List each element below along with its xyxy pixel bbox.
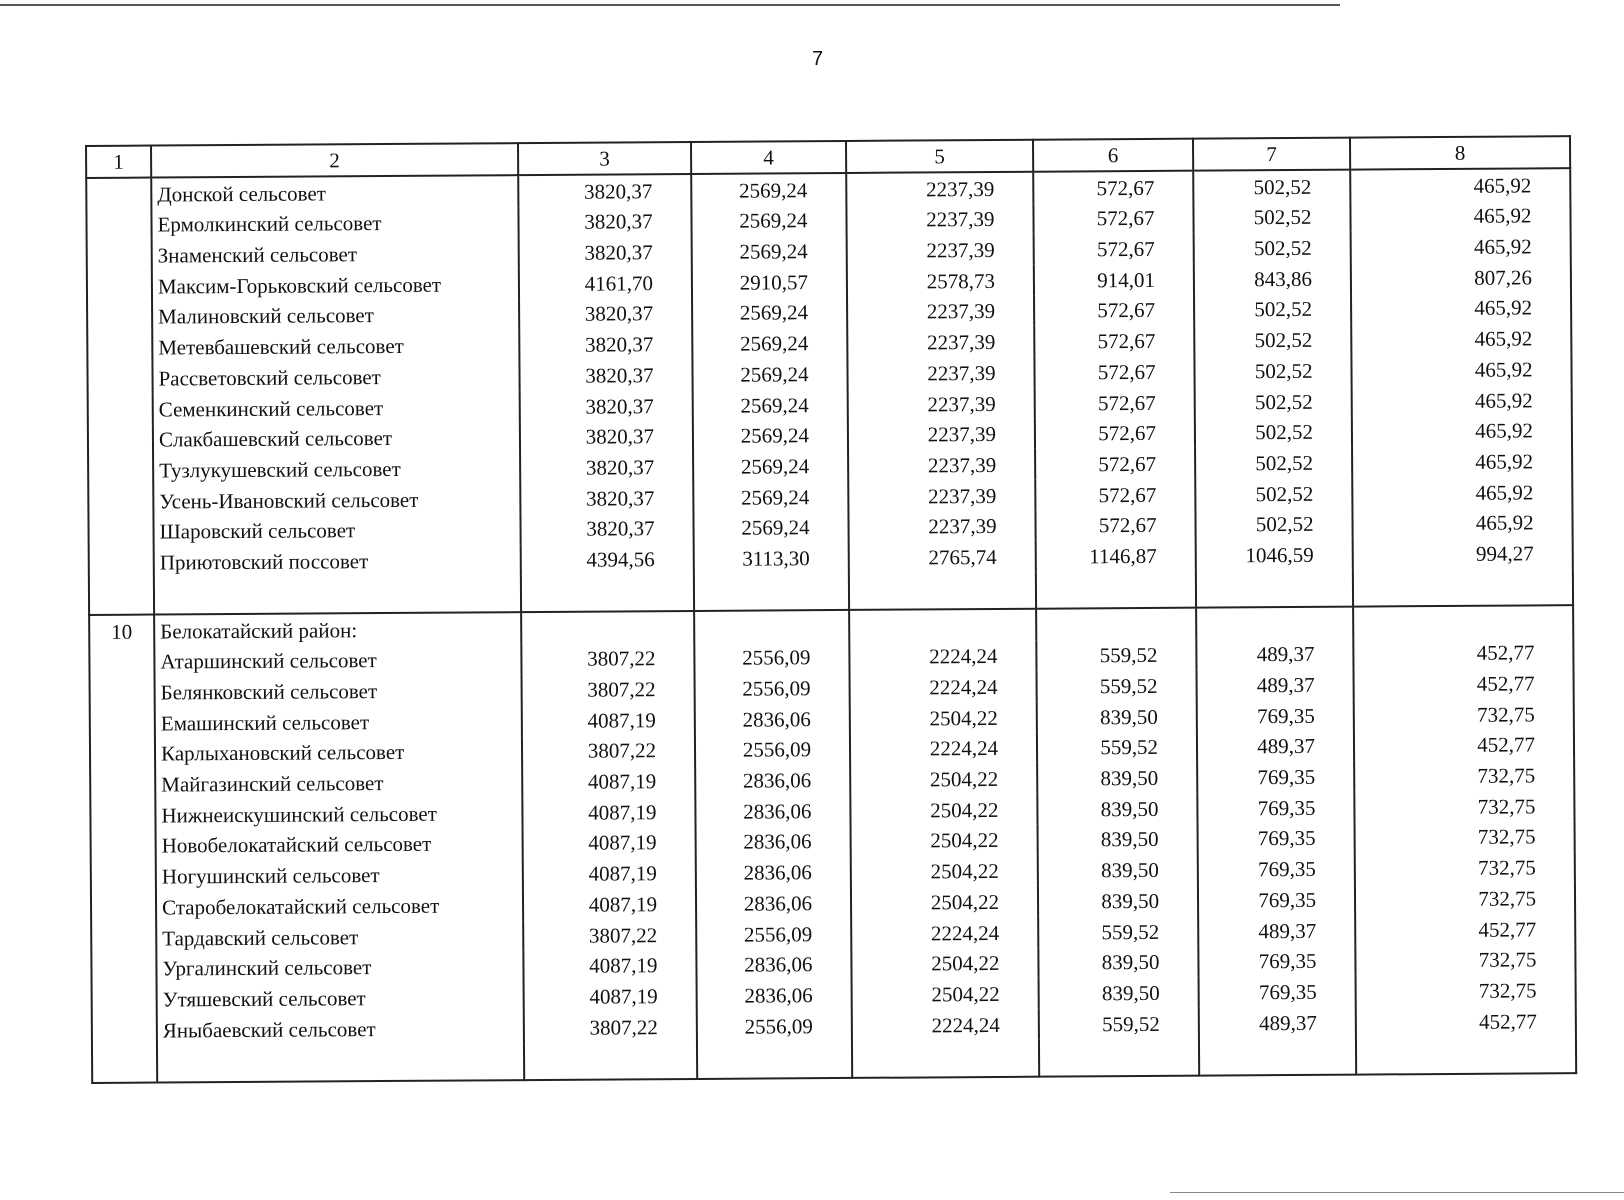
table-section-1: [86, 168, 1573, 615]
value-col-7: 502,52: [1195, 477, 1352, 509]
value-col-4: 2569,24: [692, 297, 847, 329]
settlement-name: Утяшевский сельсовет: [157, 981, 524, 1014]
empty-cell: [157, 1043, 524, 1082]
value-col-5: 2224,24: [849, 640, 1036, 672]
value-col-8: 465,92: [1351, 353, 1571, 385]
value-col-8: 465,92: [1352, 384, 1572, 416]
row-index-cell: [89, 547, 154, 578]
settlement-name: Ногушинский сельсовет: [156, 859, 523, 892]
settlement-name: Тардавский сельсовет: [156, 920, 523, 953]
value-col-4: 2836,06: [697, 979, 852, 1011]
settlement-name: Донской сельсовет: [151, 175, 518, 209]
value-col-6: 559,52: [1037, 670, 1197, 702]
value-col-7: 502,52: [1194, 293, 1351, 325]
settlement-name: Емашинский сельсовет: [155, 705, 522, 738]
empty-cell: [1356, 1036, 1576, 1074]
value-col-5: 2224,24: [850, 732, 1037, 764]
value-col-3: 3807,22: [524, 1011, 697, 1043]
value-col-3: 4087,19: [523, 857, 696, 889]
value-col-7: 769,35: [1197, 761, 1354, 793]
value-col-6: 839,50: [1038, 854, 1198, 886]
row-index-cell: [90, 677, 155, 708]
value-col-4: 2569,24: [692, 358, 847, 390]
row-index-cell: [88, 485, 153, 516]
bottom-border-line: [1170, 1192, 1624, 1193]
value-col-7: 769,35: [1198, 884, 1355, 916]
settlement-name: Рассветовский сельсовет: [152, 360, 519, 393]
empty-cell: [521, 611, 694, 644]
value-col-6: 559,52: [1037, 731, 1197, 763]
value-col-8: 732,75: [1355, 944, 1575, 976]
settlement-name: Максим-Горьковский сельсовет: [152, 268, 519, 301]
value-col-5: 2504,22: [851, 947, 1038, 979]
value-col-6: 572,67: [1034, 294, 1194, 326]
value-col-4: 2836,06: [696, 887, 851, 919]
empty-cell: [849, 572, 1036, 610]
value-col-4: 2569,24: [693, 512, 848, 544]
empty-cell: [524, 1042, 697, 1080]
value-col-3: 3820,37: [520, 482, 693, 514]
value-col-6: 559,52: [1038, 915, 1198, 947]
value-col-7: 489,37: [1197, 730, 1354, 762]
value-col-5: 2237,39: [847, 357, 1034, 389]
settlement-name: Майгазинский сельсовет: [155, 766, 522, 799]
value-col-7: 843,86: [1194, 263, 1351, 295]
row-index-cell: [92, 1014, 157, 1045]
value-col-8: 452,77: [1354, 667, 1574, 699]
value-col-5: 2504,22: [850, 702, 1037, 734]
value-col-5: 2224,24: [850, 671, 1037, 703]
value-col-6: 839,50: [1037, 793, 1197, 825]
row-index-cell: [90, 769, 155, 800]
value-col-3: 3820,37: [519, 298, 692, 330]
value-col-6: 839,50: [1038, 946, 1198, 978]
value-col-7: 489,37: [1198, 914, 1355, 946]
value-col-3: 4087,19: [523, 888, 696, 920]
value-col-5: 2237,39: [848, 388, 1035, 420]
value-col-6: 559,52: [1039, 1008, 1199, 1040]
value-col-5: 2224,24: [852, 1009, 1039, 1041]
value-col-8: 465,92: [1352, 445, 1572, 477]
row-index-cell: [87, 332, 152, 363]
value-col-8: 732,75: [1355, 821, 1575, 853]
value-col-4: 2556,09: [696, 918, 851, 950]
value-col-3: 4087,19: [522, 796, 695, 828]
value-col-4: 2569,24: [692, 235, 847, 267]
value-col-8: 732,75: [1354, 760, 1574, 792]
value-col-5: 2237,39: [848, 449, 1035, 481]
empty-cell: [154, 575, 521, 614]
row-index-cell: [91, 830, 156, 861]
value-col-6: 572,67: [1034, 233, 1194, 265]
header-col-3: 3: [518, 142, 691, 175]
value-col-4: 2836,06: [696, 856, 851, 888]
value-col-3: 3820,37: [519, 236, 692, 268]
settlement-name: Шаровский сельсовет: [153, 514, 520, 547]
row-index-cell: [90, 800, 155, 831]
value-col-5: 2237,39: [847, 295, 1034, 327]
row-index-cell: [88, 516, 153, 547]
value-col-5: 2504,22: [851, 824, 1038, 856]
value-col-6: 839,50: [1038, 885, 1198, 917]
value-col-3: 3807,22: [522, 735, 695, 767]
value-col-8: 465,92: [1350, 168, 1570, 201]
value-col-5: 2504,22: [852, 978, 1039, 1010]
section-index: 10: [89, 614, 154, 646]
value-col-3: 4087,19: [523, 827, 696, 859]
value-col-5: 2237,39: [847, 234, 1034, 266]
top-border-line: [0, 4, 1340, 6]
value-col-5: 2504,22: [851, 886, 1038, 918]
value-col-6: 839,50: [1039, 977, 1199, 1009]
value-col-7: 1046,59: [1196, 539, 1353, 571]
empty-cell: [849, 609, 1036, 642]
value-col-3: 3807,22: [521, 643, 694, 675]
settlement-name: Ермолкинский сельсовет: [151, 207, 518, 240]
value-col-6: 572,67: [1035, 386, 1195, 418]
settlement-name: Малиновский сельсовет: [152, 299, 519, 332]
row-index-cell: [86, 178, 151, 210]
value-col-7: 769,35: [1198, 853, 1355, 885]
value-col-4: 2556,09: [697, 1010, 852, 1042]
value-col-6: 572,67: [1035, 448, 1195, 480]
empty-cell: [89, 577, 154, 614]
settlement-name: Приютовский поссовет: [154, 544, 521, 577]
settlement-name: Новобелокатайский сельсовет: [156, 828, 523, 861]
value-col-5: 2504,22: [850, 763, 1037, 795]
value-col-7: 769,35: [1197, 792, 1354, 824]
value-col-6: 572,67: [1034, 356, 1194, 388]
settlement-name: Атаршинский сельсовет: [154, 644, 521, 677]
row-index-cell: [88, 424, 153, 455]
settlement-name: Семенкинский сельсовет: [153, 391, 520, 424]
value-col-3: 3807,22: [522, 673, 695, 705]
empty-cell: [694, 573, 849, 611]
row-index-cell: [91, 892, 156, 923]
value-col-7: 502,52: [1193, 201, 1350, 233]
value-col-3: 3820,37: [518, 174, 691, 207]
value-col-3: 3807,22: [523, 919, 696, 951]
value-col-7: 769,35: [1197, 700, 1354, 732]
value-col-7: 489,37: [1199, 1006, 1356, 1038]
value-col-7: 502,52: [1195, 416, 1352, 448]
row-index-cell: [87, 240, 152, 271]
value-col-8: 465,92: [1350, 200, 1570, 232]
row-index-cell: [88, 455, 153, 486]
value-col-6: 1146,87: [1036, 540, 1196, 572]
empty-cell: [1196, 607, 1353, 640]
value-col-6: 572,67: [1035, 479, 1195, 511]
value-col-8: 732,75: [1354, 698, 1574, 730]
value-col-3: 4087,19: [522, 765, 695, 797]
value-col-5: 2237,39: [848, 480, 1035, 512]
value-col-8: 452,77: [1353, 637, 1573, 669]
value-col-8: 732,75: [1356, 974, 1576, 1006]
header-col-6: 6: [1033, 139, 1193, 172]
value-col-8: 465,92: [1352, 507, 1572, 539]
settlement-name: Яныбаевский сельсовет: [157, 1012, 524, 1045]
value-col-4: 2569,24: [691, 205, 846, 237]
value-col-5: 2224,24: [851, 917, 1038, 949]
value-col-3: 4394,56: [521, 543, 694, 575]
settlement-name: Старобелокатайский сельсовет: [156, 889, 523, 922]
value-col-4: 2836,06: [696, 948, 851, 980]
value-col-8: 732,75: [1355, 852, 1575, 884]
value-col-6: 572,67: [1035, 417, 1195, 449]
value-col-4: 3113,30: [694, 542, 849, 574]
value-col-7: 769,35: [1198, 945, 1355, 977]
value-col-3: 4161,70: [519, 267, 692, 299]
table-section-2: [89, 605, 1576, 1082]
settlement-name: Знаменский сельсовет: [152, 238, 519, 271]
value-col-6: 572,67: [1033, 202, 1193, 234]
value-col-4: 2569,24: [693, 419, 848, 451]
value-col-4: 2569,24: [692, 327, 847, 359]
value-col-8: 465,92: [1352, 415, 1572, 447]
value-col-8: 452,77: [1356, 1005, 1576, 1037]
settlement-name: Метевбашевский сельсовет: [152, 330, 519, 363]
row-index-cell: [90, 738, 155, 769]
page-number: 7: [812, 48, 824, 70]
value-col-4: 2569,24: [691, 173, 846, 206]
value-col-5: 2504,22: [850, 794, 1037, 826]
row-index-cell: [90, 708, 155, 739]
value-col-3: 4087,19: [524, 980, 697, 1012]
value-col-4: 2836,06: [695, 703, 850, 735]
header-col-7: 7: [1193, 138, 1350, 171]
value-col-5: 2237,39: [846, 203, 1033, 235]
value-col-7: 769,35: [1199, 976, 1356, 1008]
value-col-4: 2836,06: [695, 764, 850, 796]
value-col-8: 807,26: [1351, 261, 1571, 293]
settlement-name: Слакбашевский сельсовет: [153, 422, 520, 455]
value-col-8: 465,92: [1352, 476, 1572, 508]
value-col-7: 502,52: [1194, 324, 1351, 356]
row-index-cell: [87, 363, 152, 394]
value-col-5: 2237,39: [848, 510, 1035, 542]
empty-cell: [1353, 605, 1573, 638]
value-col-4: 2556,09: [695, 734, 850, 766]
settlement-name: Нижнеискушинский сельсовет: [155, 797, 522, 830]
value-col-6: 914,01: [1034, 264, 1194, 296]
value-col-3: 4087,19: [523, 949, 696, 981]
empty-cell: [697, 1040, 852, 1078]
value-col-7: 502,52: [1195, 447, 1352, 479]
row-index-cell: [88, 393, 153, 424]
value-col-3: 3820,37: [520, 513, 693, 545]
empty-cell: [1036, 571, 1196, 609]
value-col-6: 572,67: [1035, 509, 1195, 541]
empty-cell: [1353, 568, 1573, 606]
row-index-cell: [92, 984, 157, 1015]
row-index-cell: [91, 953, 156, 984]
row-index-cell: [87, 271, 152, 302]
settlement-name: Ургалинский сельсовет: [156, 951, 523, 984]
value-col-4: 2910,57: [692, 266, 847, 298]
value-col-4: 2569,24: [693, 389, 848, 421]
empty-cell: [852, 1039, 1039, 1077]
value-col-6: 572,67: [1033, 171, 1193, 204]
value-col-4: 2556,09: [695, 672, 850, 704]
value-col-6: 839,50: [1037, 701, 1197, 733]
header-col-1: 1: [86, 146, 151, 178]
value-col-8: 994,27: [1353, 537, 1573, 569]
value-col-8: 732,75: [1355, 882, 1575, 914]
value-col-4: 2836,06: [696, 826, 851, 858]
value-col-4: 2836,06: [695, 795, 850, 827]
empty-cell: [521, 574, 694, 612]
value-col-6: 839,50: [1037, 762, 1197, 794]
row-index-cell: [91, 861, 156, 892]
header-col-4: 4: [691, 141, 846, 174]
value-col-6: 572,67: [1034, 325, 1194, 357]
value-col-8: 452,77: [1355, 913, 1575, 945]
row-index-cell: [91, 922, 156, 953]
value-col-3: 3820,37: [519, 359, 692, 391]
row-index-cell: [87, 301, 152, 332]
value-col-3: 3820,37: [520, 420, 693, 452]
header-col-5: 5: [846, 140, 1033, 173]
value-col-8: 465,92: [1351, 292, 1571, 324]
value-col-6: 559,52: [1036, 639, 1196, 671]
value-col-3: 3820,37: [519, 328, 692, 360]
value-col-4: 2556,09: [694, 642, 849, 674]
value-col-7: 769,35: [1198, 822, 1355, 854]
value-col-5: 2765,74: [849, 541, 1036, 573]
settlement-name: Белянковский сельсовет: [155, 674, 522, 707]
value-col-3: 3820,37: [518, 206, 691, 238]
value-col-3: 3820,37: [520, 451, 693, 483]
empty-cell: [1039, 1038, 1199, 1076]
value-col-8: 465,92: [1351, 231, 1571, 263]
settlement-name: Тузлукушевский сельсовет: [153, 452, 520, 485]
value-col-7: 489,37: [1196, 638, 1353, 670]
section-heading: Белокатайский район:: [154, 612, 521, 646]
empty-cell: [1199, 1037, 1356, 1075]
tariff-table: [85, 135, 1577, 1083]
value-col-7: 502,52: [1193, 170, 1350, 203]
empty-cell: [694, 610, 849, 643]
value-col-8: 452,77: [1354, 729, 1574, 761]
value-col-7: 502,52: [1195, 385, 1352, 417]
row-index-cell: [89, 646, 154, 677]
empty-cell: [92, 1045, 157, 1082]
value-col-4: 2569,24: [693, 450, 848, 482]
value-col-3: 3820,37: [520, 390, 693, 422]
value-col-3: 4087,19: [522, 704, 695, 736]
value-col-5: 2237,39: [848, 418, 1035, 450]
header-col-8: 8: [1350, 136, 1570, 169]
value-col-7: 489,37: [1197, 669, 1354, 701]
empty-cell: [1036, 608, 1196, 641]
settlement-name: Усень-Ивановский сельсовет: [153, 483, 520, 516]
value-col-5: 2237,39: [847, 326, 1034, 358]
value-col-7: 502,52: [1194, 232, 1351, 264]
value-col-5: 2578,73: [847, 265, 1034, 297]
settlement-name: Карлыхановский сельсовет: [155, 736, 522, 769]
value-col-8: 465,92: [1351, 323, 1571, 355]
value-col-8: 732,75: [1354, 790, 1574, 822]
value-col-5: 2237,39: [846, 172, 1033, 205]
value-col-7: 502,52: [1194, 355, 1351, 387]
empty-cell: [1196, 570, 1353, 608]
header-col-2: 2: [151, 143, 518, 177]
value-col-7: 502,52: [1195, 508, 1352, 540]
value-col-5: 2504,22: [851, 855, 1038, 887]
row-index-cell: [86, 209, 151, 240]
value-col-6: 839,50: [1038, 823, 1198, 855]
value-col-4: 2569,24: [693, 481, 848, 513]
